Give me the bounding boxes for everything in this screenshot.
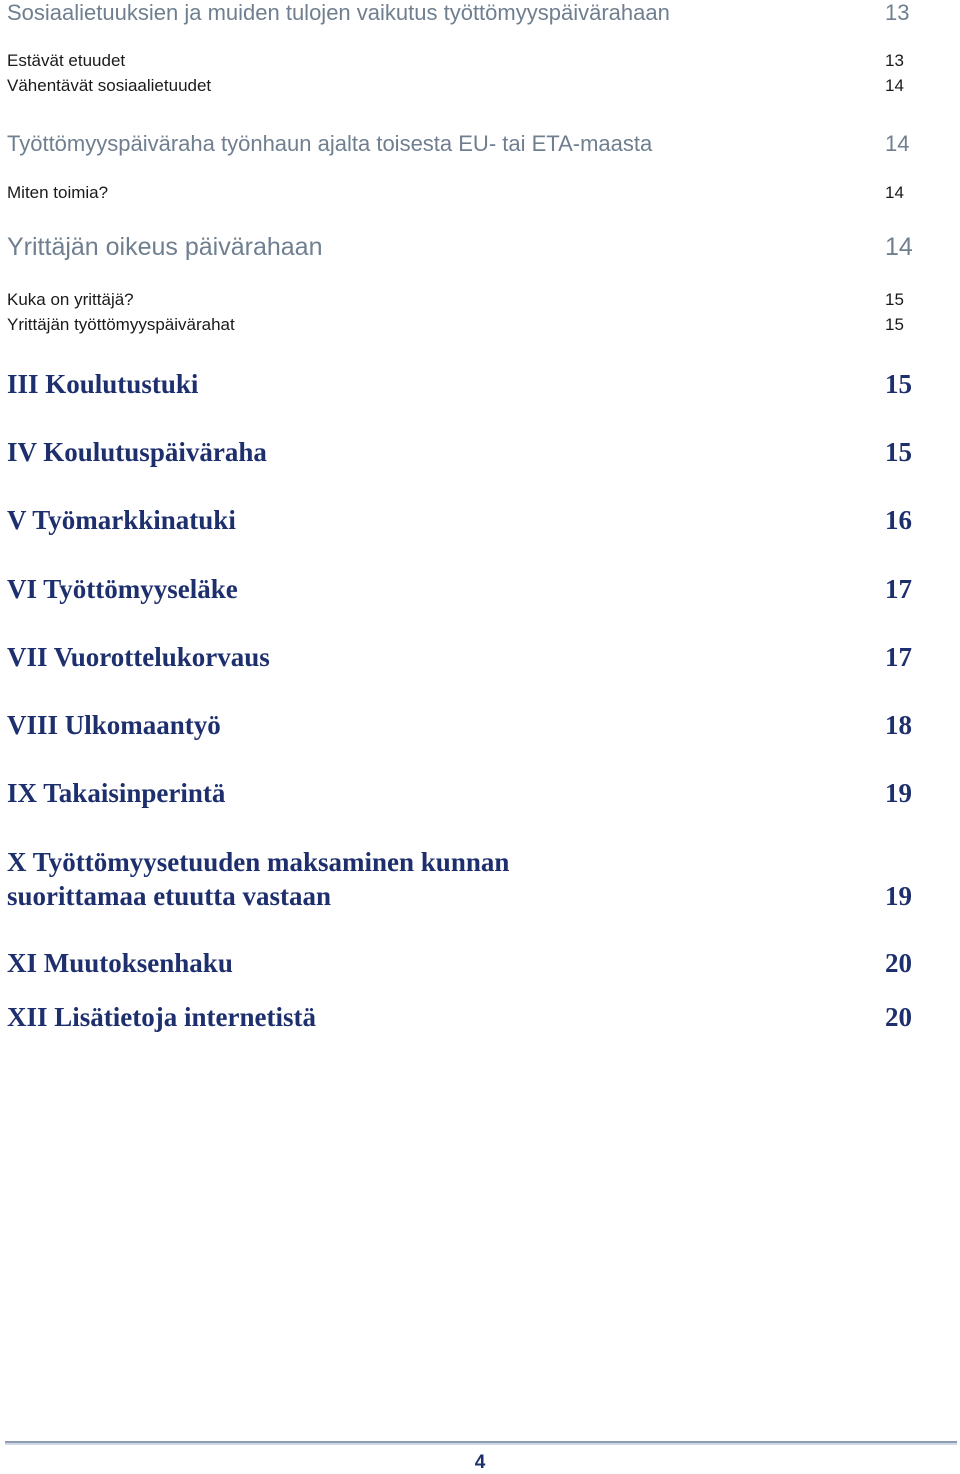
toc-chapter-title: VI Työttömyyseläke — [7, 574, 238, 604]
toc-chapter[interactable] — [7, 437, 915, 468]
toc-chapter-title: IX Takaisinperintä — [7, 778, 226, 808]
toc-entry-title: Kuka on yrittäjä? — [7, 290, 134, 309]
toc-chapter-title-line2: suorittamaa etuutta vastaan — [7, 881, 331, 911]
toc-entry[interactable] — [7, 51, 915, 71]
footer-divider — [5, 1441, 957, 1443]
toc-chapter[interactable] — [7, 778, 915, 809]
toc-entry-page: 13 — [885, 0, 910, 25]
toc-chapter-page: 20 — [885, 948, 912, 978]
toc-chapter-page: 19 — [885, 778, 912, 808]
toc-chapter[interactable] — [7, 642, 915, 673]
toc-chapter-page: 16 — [885, 505, 912, 535]
toc-entry-title: Yrittäjän työttömyyspäivärahat — [7, 315, 235, 334]
toc-entry[interactable] — [7, 76, 915, 96]
page-number: 4 — [474, 1452, 486, 1473]
toc-chapter-title: XII Lisätietoja internetistä — [7, 1002, 316, 1032]
toc-chapter-page: 17 — [885, 642, 912, 672]
toc-chapter-page: 18 — [885, 710, 912, 740]
toc-entry[interactable] — [7, 315, 915, 335]
toc-chapter-page: 17 — [885, 574, 912, 604]
toc-entry[interactable] — [7, 0, 915, 26]
toc-chapter[interactable] — [7, 845, 915, 913]
toc-chapter-title: V Työmarkkinatuki — [7, 505, 236, 535]
toc-chapter[interactable] — [7, 369, 915, 400]
toc-chapter-page: 19 — [885, 881, 912, 911]
toc-entry-page: 13 — [885, 51, 904, 70]
toc-entry-title: Miten toimia? — [7, 183, 109, 202]
toc-entry-page: 14 — [885, 131, 910, 156]
toc-entry[interactable] — [7, 290, 915, 310]
toc-chapter-title: IV Koulutuspäiväraha — [7, 437, 267, 467]
toc-chapter-page: 20 — [885, 1002, 912, 1032]
toc-chapter[interactable] — [7, 1002, 915, 1033]
toc-chapter[interactable] — [7, 948, 915, 979]
toc-chapter-page: 15 — [885, 437, 912, 467]
toc-chapter-page: 15 — [885, 369, 912, 399]
toc-entry-title: Vähentävät sosiaalietuudet — [7, 76, 212, 95]
toc-entry-page: 15 — [885, 290, 904, 309]
toc-entry-title: Yrittäjän oikeus päivärahaan — [7, 233, 323, 261]
toc-chapter-title: VIII Ulkomaantyö — [7, 710, 221, 740]
toc-chapter-title-line1: X Työttömyysetuuden maksaminen kunnan — [7, 847, 510, 877]
toc-chapter-title: III Koulutustuki — [7, 369, 199, 399]
toc-entry-page: 14 — [885, 183, 904, 202]
toc-entry-title: Estävät etuudet — [7, 51, 126, 70]
toc-chapter-title: XI Muutoksenhaku — [7, 948, 233, 978]
toc-chapter[interactable] — [7, 710, 915, 741]
toc-entry[interactable] — [7, 131, 915, 157]
toc-entry-page: 14 — [885, 76, 904, 95]
toc-chapter[interactable] — [7, 574, 915, 605]
toc-chapter-title: VII Vuorottelukorvaus — [7, 642, 270, 672]
toc-entry-title: Sosiaalietuuksien ja muiden tulojen vaikutus työttömyyspäivärahaan — [7, 0, 670, 25]
toc-entry[interactable] — [7, 233, 915, 262]
toc-entry-page: 15 — [885, 315, 904, 334]
toc-entry-page: 14 — [885, 233, 913, 261]
toc-chapter[interactable] — [7, 505, 915, 536]
toc-entry[interactable] — [7, 183, 915, 203]
toc-entry-title: Työttömyyspäiväraha työnhaun ajalta toisesta EU- tai ETA-maasta — [7, 131, 653, 156]
